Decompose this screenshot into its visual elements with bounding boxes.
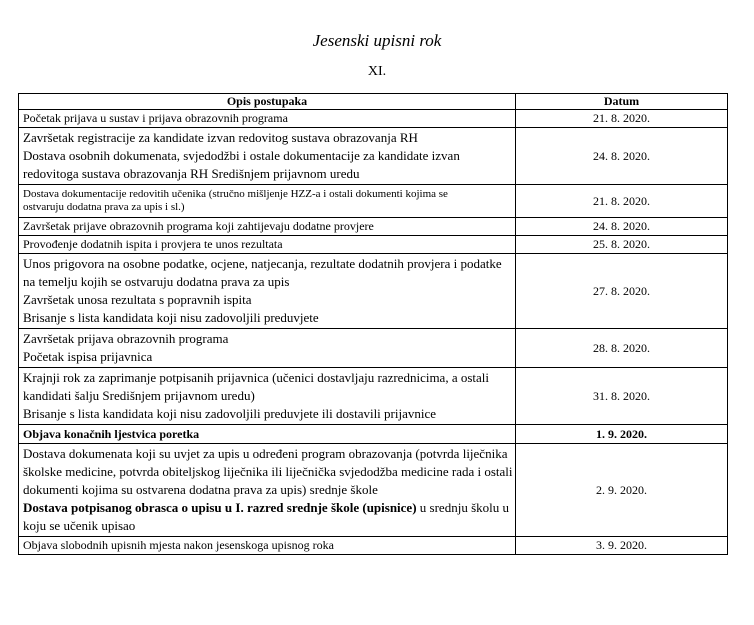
row-description-line: Završetak unosa rezultata s popravnih ispita (23, 292, 252, 307)
row-description-line: Dostava dokumentacije redovitih učenika (stručno mišljenje HZZ-a i ostali dokumenti kojima se (23, 188, 448, 200)
row-description-line: redovitoga sustava obrazovanja RH Središnjem prijavnom uredu (23, 166, 360, 181)
header-date: Datum (516, 94, 728, 110)
header-description: Opis postupaka (19, 94, 516, 110)
row-description-line: Brisanje s lista kandidata koji nisu zadovoljili preduvjete ili dostavili prijavnice (23, 406, 437, 421)
row-date: 28. 8. 2020. (516, 329, 728, 368)
row-date: 24. 8. 2020. (516, 128, 728, 185)
row-description-text: u srednju školu u (416, 500, 509, 515)
row-description (19, 110, 516, 128)
row-date: 24. 8. 2020. (516, 218, 728, 236)
section-number: XI. (367, 64, 387, 79)
row-description-line: Unos prigovora na osobne podatke, ocjene, natjecanja, rezultate dodatnih provjera i podatke (23, 256, 502, 271)
row-description-line: Početak ispisa prijavnica (23, 349, 153, 364)
row-description-bold-text: Dostava potpisanog obrasca o upisu u I. razred srednje škole (upisnice) (23, 500, 417, 515)
row-date: 25. 8. 2020. (516, 236, 728, 254)
table-row (19, 425, 728, 444)
row-date: 21. 8. 2020. (516, 110, 728, 128)
table-row (19, 236, 728, 254)
row-description-line: Krajnji rok za zaprimanje potpisanih prijavnica (učenici dostavljaju razrednicima, a ostali (23, 370, 490, 385)
row-description (19, 425, 516, 444)
row-description-line: koju se učenik upisao (23, 518, 136, 533)
table-row (19, 128, 728, 185)
row-description (19, 537, 516, 555)
row-date: 31. 8. 2020. (516, 368, 728, 425)
row-description-line: Završetak prijave obrazovnih programa koji zahtijevaju dodatne provjere (23, 219, 374, 233)
table-row (19, 218, 728, 236)
row-date: 21. 8. 2020. (516, 185, 728, 218)
row-description-line: Početak prijava u sustav i prijava obrazovnih programa (23, 111, 288, 125)
table-row (19, 329, 728, 368)
table-row (19, 254, 728, 329)
row-description-line: Objava konačnih ljestvica poretka (23, 427, 200, 441)
table-row (19, 444, 728, 537)
row-description-line: kandidati šalju Središnjem prijavnom uredu) (23, 388, 255, 403)
schedule-table (18, 93, 728, 555)
table-row (19, 110, 728, 128)
row-description-line: dokumenti kojima su ostvarena dodatna prava za upis) srednje škole (23, 482, 378, 497)
row-description-line: ostvaruju dodatna prava za upis i sl.) (23, 201, 185, 213)
document-title: Jesenski upisni rok (312, 31, 442, 50)
row-date: 2. 9. 2020. (516, 444, 728, 537)
row-description-line: Dostava dokumenata koji su uvjet za upis u određeni program obrazovanja (potvrda liječnika (23, 446, 508, 461)
row-description-line: Završetak prijava obrazovnih programa (23, 331, 229, 346)
row-date: 3. 9. 2020. (516, 537, 728, 555)
row-description (19, 128, 516, 185)
row-description-line: Provođenje dodatnih ispita i provjera te unos rezultata (23, 237, 283, 251)
table-row (19, 185, 728, 218)
row-description-line: Dostava osobnih dokumenata, svjedodžbi i ostale dokumentacije za kandidate izvan (23, 148, 460, 163)
row-date: 1. 9. 2020. (516, 425, 728, 444)
row-description-line: školske medicine, potvrda obiteljskog liječnika ili liječnička svjedodžba medicine rada i ostali (23, 464, 513, 479)
row-description-line: na temelju kojih se ostvaruju dodatna prava za upis (23, 274, 290, 289)
table-row (19, 537, 728, 555)
row-description-line: Objava slobodnih upisnih mjesta nakon jesenskoga upisnog roka (23, 538, 334, 552)
row-description-line (23, 499, 511, 517)
row-description-line: Završetak registracije za kandidate izvan redovitog sustava obrazovanja RH (23, 130, 418, 145)
table-row (19, 368, 728, 425)
row-description-line: Brisanje s lista kandidata koji nisu zadovoljili preduvjete (23, 310, 319, 325)
table-header-row (19, 94, 728, 110)
row-description (19, 329, 516, 368)
row-description (19, 444, 516, 537)
row-description (19, 218, 516, 236)
row-description (19, 236, 516, 254)
row-description (19, 368, 516, 425)
row-date: 27. 8. 2020. (516, 254, 728, 329)
row-description (19, 185, 516, 218)
row-description (19, 254, 516, 329)
